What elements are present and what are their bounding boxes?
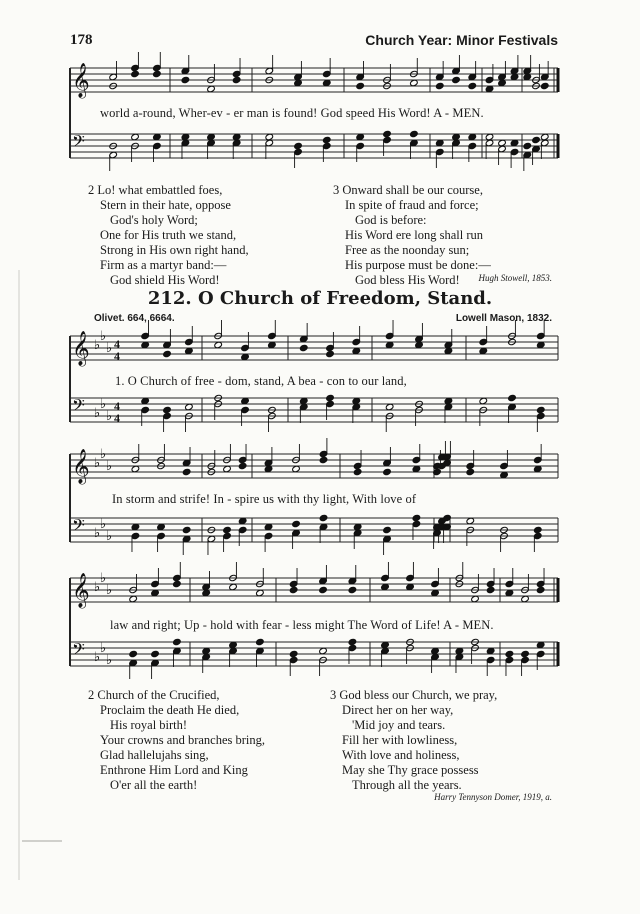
flat-sign-icon: ♭ [94,337,101,352]
note-head [468,82,477,89]
system-1-lyrics: 1. O Church of free - dom, stand, A bea - con to our land, [115,374,407,388]
verse-line: God's holy Word; [110,213,198,227]
note-head [173,580,182,587]
verse-line: God is before: [355,213,427,227]
flat-sign-icon: ♭ [106,408,113,423]
system-1-treble-staff [70,330,560,370]
flat-sign-icon: ♭ [100,516,107,531]
system-brace-line [69,578,71,666]
verse-line: Proclaim the death He died, [100,703,240,717]
verse-line: Firm as a martyr band:— [100,258,227,272]
note-head [536,586,545,593]
flat-sign-icon: ♭ [94,649,101,664]
verse-line: His purpose must be done:— [345,258,491,272]
note-head [383,468,392,475]
system-2-lyrics: In storm and strife! In - spire us with thy light, With love of [112,492,417,506]
note-head [129,650,138,657]
verse-line: Strong in His own right hand, [100,243,249,257]
note-head [299,344,308,351]
note-head [256,638,265,645]
note-head [523,142,532,149]
note-head [326,350,335,357]
note-head [182,468,191,475]
note-head [348,586,357,593]
bass-clef-icon: 𝄢 [72,639,85,663]
note-head [410,130,419,137]
note-head [163,350,172,357]
system-brace-line [69,336,71,422]
treble-clef-icon: 𝄞 [72,63,90,98]
treble-clef-icon: 𝄞 [72,449,90,484]
verse-line: 'Mid joy and tears. [352,718,446,732]
bass-clef-icon: 𝄢 [72,131,85,155]
system-brace-line [69,454,71,542]
running-head: Church Year: Minor Festivals [365,32,558,48]
verse-line: 2 Lo! what embattled foes, [88,183,223,197]
note-head [238,462,247,469]
note-head [435,82,444,89]
hymn-attribution: Harry Tennyson Domer, 1919, a. [434,792,552,802]
note-head [163,406,172,413]
note-head [223,526,232,533]
verse-line: With love and holiness, [342,748,460,762]
time-signature-bottom: 4 [114,349,120,363]
verse-line: God shield His Word! [110,273,220,287]
note-head [452,76,461,83]
treble-clef-icon: 𝄞 [72,573,90,608]
flat-sign-icon: ♭ [94,405,101,420]
flat-sign-icon: ♭ [106,582,113,597]
verse-line: 3 God bless our Church, we pray, [330,688,498,702]
note-head [151,650,160,657]
top-bass-staff [70,128,560,168]
verse-line: May she Thy grace possess [342,763,479,777]
note-head [466,468,475,475]
flat-sign-icon: ♭ [100,396,107,411]
note-head [533,526,542,533]
bass-clef-icon: 𝄢 [72,395,85,419]
verse-line: Stern in their hate, oppose [100,198,231,212]
flat-sign-icon: ♭ [100,328,107,343]
flat-sign-icon: ♭ [94,579,101,594]
system-2-bass-staff [70,512,560,552]
flat-sign-icon: ♭ [100,640,107,655]
flat-sign-icon: ♭ [106,458,113,473]
time-signature-top: 4 [114,337,120,351]
flat-sign-icon: ♭ [100,446,107,461]
composer: Lowell Mason, 1832. [455,313,552,324]
system-2-treble-staff [70,448,560,488]
system-3-treble-staff [70,572,560,612]
verse-line: 3 Onward shall be our course, [333,183,483,197]
note-head [319,586,328,593]
page-number: 178 [70,32,93,48]
note-head [232,76,241,83]
system-1-bass-staff [70,392,560,432]
note-head [486,586,495,593]
system-3-bass-staff [70,636,560,676]
note-head [173,638,182,645]
verse-line: O'er all the earth! [110,778,198,792]
verse-line: Enthrone Him Lord and King [100,763,248,777]
note-head [532,136,541,143]
top-hymn-lyric-line: world a-round, Wher-ev - er man is found! God speed His Word! A - MEN. [100,106,484,120]
flat-sign-icon: ♭ [100,570,107,585]
top-treble-staff [70,62,560,102]
note-head [289,650,298,657]
note-head [353,468,362,475]
flat-sign-icon: ♭ [94,455,101,470]
flat-sign-icon: ♭ [106,652,113,667]
note-head [540,82,549,89]
top-hymn-verse-2 [88,183,249,288]
note-head [289,586,298,593]
note-head [536,406,545,413]
note-head [521,650,530,657]
bass-clef-icon: 𝄢 [72,515,85,539]
note-head [412,514,421,521]
verse-line: God bless His Word! [355,273,460,287]
note-head [131,70,140,77]
note-head [383,130,392,137]
note-head [356,82,365,89]
flat-sign-icon: ♭ [106,528,113,543]
verse-line: His royal birth! [110,718,188,732]
hymn-title: 212. O Church of Freedom, Stand. [147,288,493,309]
verse-line: Through all the years. [352,778,462,792]
note-head [319,514,328,521]
note-head [505,650,514,657]
note-head [153,70,162,77]
verse-line: Free as the noonday sun; [345,243,470,257]
hymn-verse-3 [330,688,497,793]
top-hymn-attribution: Hugh Stowell, 1853. [478,273,552,283]
time-signature-bottom: 4 [114,411,120,425]
note-head [348,638,357,645]
note-head [292,520,301,527]
note-head [181,76,190,83]
time-signature-top: 4 [114,399,120,413]
verse-line: One for His truth we stand, [100,228,237,242]
flat-sign-icon: ♭ [106,340,113,355]
system-brace-line [69,68,71,158]
system-3-lyrics: law and right; Up - hold with fear - less might The Word of Life! A - MEN. [110,618,494,632]
note-head [508,394,517,401]
verse-line: Direct her on her way, [342,703,454,717]
page-edge-mark [22,840,62,842]
verse-line: Glad hallelujahs sing, [100,748,209,762]
treble-clef-icon: 𝄞 [72,331,90,366]
note-head [322,136,331,143]
verse-line: Fill her with lowliness, [342,733,458,747]
verse-line: Your crowns and branches bring, [100,733,266,747]
page-edge-shadow [18,270,20,880]
verse-line: His Word ere long shall run [345,228,483,242]
tune-meter: Olivet. 664, 6664. [94,313,175,324]
note-head [319,456,328,463]
note-head [383,526,392,533]
verse-line: In spite of fraud and force; [345,198,479,212]
top-hymn-verse-3 [333,183,491,288]
hymn-verse-2 [88,688,265,793]
note-head [326,394,335,401]
note-head [294,142,303,149]
note-head [182,526,191,533]
verse-line: 2 Church of the Crucified, [88,688,220,702]
flat-sign-icon: ♭ [94,525,101,540]
